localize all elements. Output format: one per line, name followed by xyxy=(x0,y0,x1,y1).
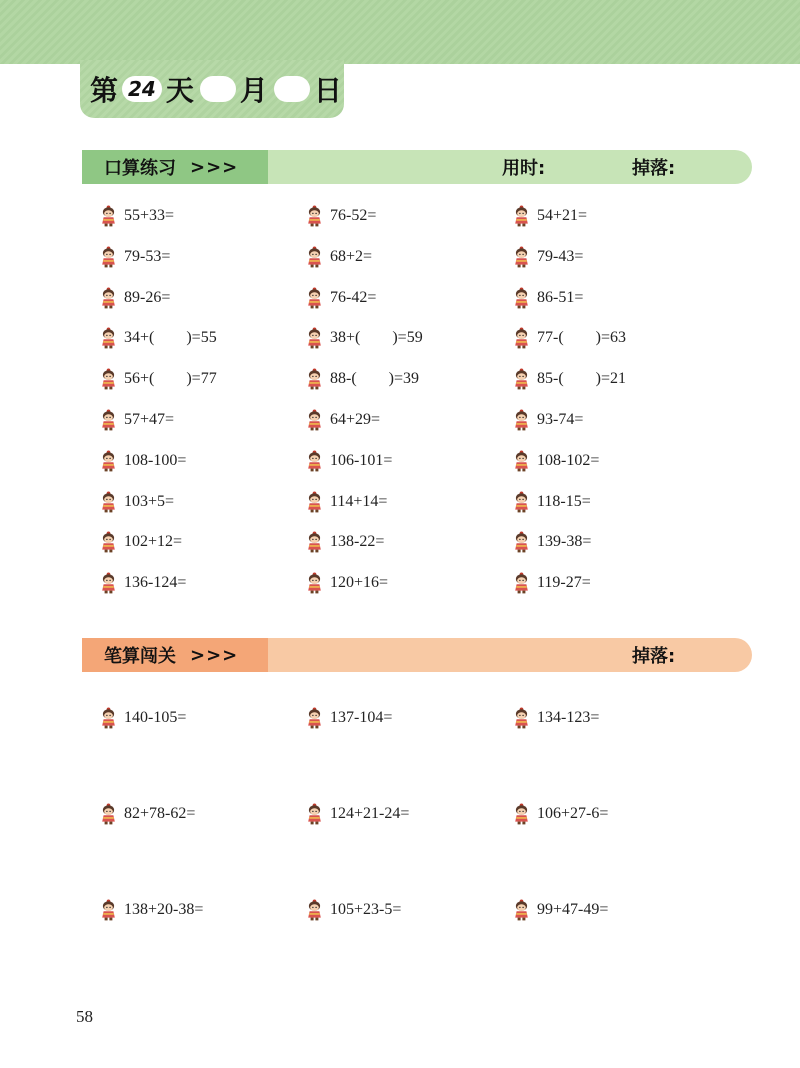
day-label: 天 xyxy=(165,74,194,107)
doll-icon xyxy=(100,531,117,553)
doll-icon xyxy=(100,450,117,472)
problem-item xyxy=(100,529,182,555)
doll-icon xyxy=(100,287,117,309)
doll-icon xyxy=(306,205,323,227)
written-section-arrows: >>> xyxy=(190,644,239,666)
doll-icon xyxy=(513,246,530,268)
problem-item xyxy=(513,407,583,433)
problem-expression: 138-22= xyxy=(330,533,385,551)
doll-icon xyxy=(513,572,530,594)
problem-expression: 106+27-6= xyxy=(537,805,609,822)
problem-expression: 55+33= xyxy=(124,207,175,224)
date-input[interactable] xyxy=(274,76,310,102)
doll-icon xyxy=(100,368,117,390)
problem-expression: 118-15= xyxy=(537,492,591,510)
problem-expression: 89-26= xyxy=(124,288,171,306)
doll-icon xyxy=(513,287,530,309)
doll-icon xyxy=(100,491,117,513)
problem-item xyxy=(513,366,626,392)
problem-item xyxy=(513,705,599,731)
problem-item xyxy=(513,325,626,351)
problem-item xyxy=(306,407,380,433)
header-band xyxy=(0,0,800,64)
written-drop-label: 掉落: xyxy=(632,646,676,667)
doll-icon xyxy=(513,531,530,553)
month-label: 月 xyxy=(239,74,268,107)
doll-icon xyxy=(100,899,117,921)
doll-icon xyxy=(306,327,323,349)
problem-expression: 82+78-62= xyxy=(124,805,196,822)
problem-item xyxy=(306,203,376,229)
problem-expression: 93-74= xyxy=(537,411,584,428)
doll-icon xyxy=(306,409,323,431)
date-label: 日 xyxy=(313,74,342,107)
doll-icon xyxy=(100,803,117,825)
problem-expression: 106-101= xyxy=(330,451,393,469)
problem-item xyxy=(100,244,170,270)
doll-icon xyxy=(306,450,323,472)
problem-expression: 134-123= xyxy=(537,709,600,726)
problem-expression: 88-( )=39 xyxy=(330,370,420,388)
day-date-tab xyxy=(80,60,344,118)
problem-expression: 120+16= xyxy=(330,574,389,592)
problem-expression: 108-102= xyxy=(537,451,600,469)
problem-item xyxy=(100,325,217,351)
written-practice-bar xyxy=(82,638,752,672)
problem-expression: 86-51= xyxy=(537,288,584,306)
doll-icon xyxy=(306,368,323,390)
doll-icon xyxy=(100,246,117,268)
problem-expression: 54+21= xyxy=(537,207,588,224)
problem-expression: 38+( )=59 xyxy=(330,329,423,347)
problem-expression: 68+2= xyxy=(330,247,373,265)
page-number: 58 xyxy=(76,1007,93,1026)
doll-icon xyxy=(100,572,117,594)
doll-icon xyxy=(306,491,323,513)
problem-expression: 114+14= xyxy=(330,492,388,510)
doll-icon xyxy=(306,287,323,309)
written-section-title: 笔算闯关 xyxy=(104,646,176,667)
problem-expression: 64+29= xyxy=(330,411,381,428)
doll-icon xyxy=(306,531,323,553)
oral-section-title: 口算练习 xyxy=(104,158,176,179)
problem-item xyxy=(100,285,170,311)
problem-item xyxy=(513,801,608,827)
doll-icon xyxy=(100,205,117,227)
problem-expression: 108-100= xyxy=(124,451,187,469)
problem-item xyxy=(513,244,583,270)
problem-expression: 76-52= xyxy=(330,207,377,224)
doll-icon xyxy=(513,368,530,390)
doll-icon xyxy=(100,327,117,349)
problem-item xyxy=(306,801,409,827)
problem-item xyxy=(513,897,608,923)
oral-practice-bar xyxy=(82,150,752,184)
doll-icon xyxy=(513,899,530,921)
problem-item xyxy=(306,448,392,474)
problem-item xyxy=(100,489,174,515)
oral-drop-label: 掉落: xyxy=(632,158,676,179)
problem-item xyxy=(513,529,591,555)
problem-item xyxy=(306,897,401,923)
doll-icon xyxy=(306,707,323,729)
doll-icon xyxy=(306,572,323,594)
doll-icon xyxy=(513,707,530,729)
problem-expression: 34+( )=55 xyxy=(124,329,217,347)
problem-expression: 138+20-38= xyxy=(124,901,204,918)
doll-icon xyxy=(513,205,530,227)
problem-expression: 103+5= xyxy=(124,492,175,510)
problem-item xyxy=(306,244,372,270)
problem-expression: 137-104= xyxy=(330,709,393,726)
problem-item xyxy=(100,203,174,229)
problem-expression: 56+( )=77 xyxy=(124,370,217,388)
problem-expression: 119-27= xyxy=(537,574,591,592)
time-used-label: 用时: xyxy=(502,158,546,179)
problem-item xyxy=(513,489,591,515)
doll-icon xyxy=(513,491,530,513)
problem-item xyxy=(100,705,186,731)
problem-expression: 105+23-5= xyxy=(330,901,402,918)
problem-expression: 77-( )=63 xyxy=(537,329,627,347)
day-prefix: 第 xyxy=(90,74,119,107)
problem-item xyxy=(306,529,384,555)
doll-icon xyxy=(513,450,530,472)
doll-icon xyxy=(100,707,117,729)
problem-item xyxy=(306,366,419,392)
doll-icon xyxy=(513,327,530,349)
doll-icon xyxy=(306,803,323,825)
problem-item xyxy=(100,897,203,923)
problem-item xyxy=(513,448,599,474)
problem-expression: 79-43= xyxy=(537,247,584,265)
problem-item xyxy=(513,570,591,596)
problem-item xyxy=(100,407,174,433)
problem-expression: 99+47-49= xyxy=(537,901,609,918)
problem-item xyxy=(306,325,423,351)
problem-item xyxy=(100,570,186,596)
oral-section-arrows: >>> xyxy=(190,156,239,178)
doll-icon xyxy=(513,409,530,431)
problem-item xyxy=(100,366,217,392)
problem-item xyxy=(513,203,587,229)
doll-icon xyxy=(306,899,323,921)
problem-item xyxy=(306,705,392,731)
problem-item xyxy=(100,801,195,827)
problem-expression: 136-124= xyxy=(124,574,187,592)
problem-expression: 79-53= xyxy=(124,247,171,265)
month-input[interactable] xyxy=(200,76,236,102)
problem-expression: 140-105= xyxy=(124,709,187,726)
problem-item xyxy=(306,285,376,311)
problem-item xyxy=(100,448,186,474)
doll-icon xyxy=(306,246,323,268)
problem-item xyxy=(306,570,388,596)
doll-icon xyxy=(513,803,530,825)
day-number: 24 xyxy=(122,76,162,102)
problem-expression: 57+47= xyxy=(124,411,175,428)
problem-expression: 76-42= xyxy=(330,288,377,306)
doll-icon xyxy=(100,409,117,431)
problem-expression: 124+21-24= xyxy=(330,805,410,822)
problem-item xyxy=(306,489,387,515)
problem-expression: 85-( )=21 xyxy=(537,370,627,388)
problem-item xyxy=(513,285,583,311)
problem-expression: 139-38= xyxy=(537,533,592,551)
problem-expression: 102+12= xyxy=(124,533,183,551)
